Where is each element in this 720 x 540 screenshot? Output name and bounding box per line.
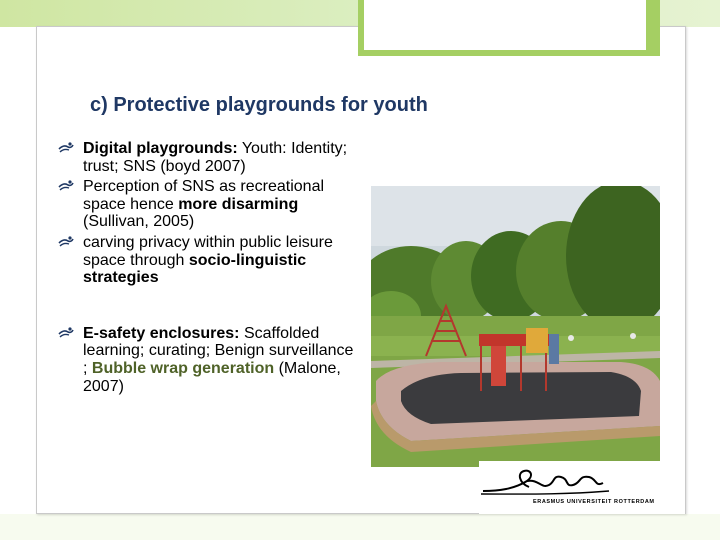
bottom-background — [0, 514, 720, 540]
bullet-item — [58, 325, 358, 395]
bullet-text-1b: Youth: Identity; trust; SNS (boyd 2007) — [83, 140, 348, 175]
ornamental-bullet-icon — [58, 235, 74, 249]
bullet-text-1a: Digital playgrounds: — [83, 140, 238, 157]
bullet-text-3a: carving privacy within public leisure space through — [83, 233, 333, 269]
ornamental-bullet-icon — [58, 179, 74, 193]
bullet-text-3b: socio-linguistic strategies — [83, 251, 307, 287]
playground-photo — [371, 186, 660, 467]
slide-title: c) Protective playgrounds for youth — [90, 94, 428, 116]
bullet-item — [58, 140, 358, 175]
bullet-item — [58, 234, 358, 287]
bullet-item — [58, 178, 358, 231]
bullet-list — [58, 140, 358, 398]
title-ornament-inner — [364, 0, 646, 50]
logo-subtitle: ERASMUS UNIVERSITEIT ROTTERDAM — [533, 499, 655, 505]
bullet-text-2a: Perception of SNS as recreational space hence — [83, 178, 325, 213]
bullet-text-2c: (Sullivan, 2005) — [83, 213, 195, 231]
bullet-text-4b: Scaffolded learning; curating; Benign surveillance ; — [83, 324, 354, 377]
ornamental-bullet-icon — [58, 141, 74, 155]
bullet-text-4a: E-safety enclosures: — [83, 324, 240, 342]
bullet-text-2b: more disarming — [178, 195, 299, 213]
erasmus-signature-logo — [479, 461, 685, 501]
university-logo — [479, 461, 685, 514]
bullet-text-4d: (Malone, 2007) — [83, 359, 341, 395]
bullet-text-4c: Bubble wrap generation — [91, 359, 275, 377]
ornamental-bullet-icon — [58, 326, 74, 340]
